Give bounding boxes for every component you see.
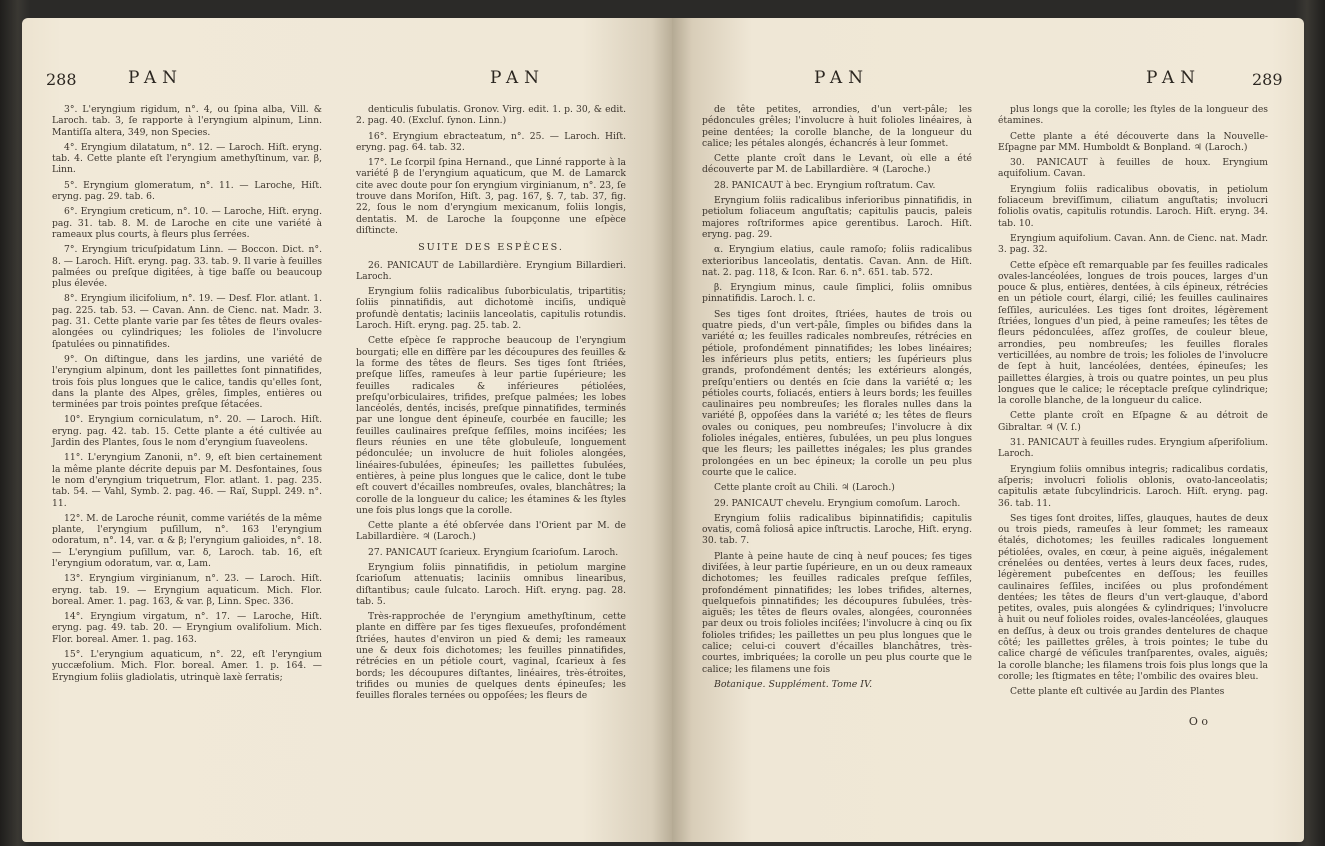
- paragraph: 27. PANICAUT ſcarieux. Eryngium ſcarioſum. Laroch.: [368, 546, 619, 558]
- paragraph: Cette plante eſt cultivée au Jardin des Plantes: [1010, 686, 1225, 698]
- paragraph: Eryngium foliis radicalibus inferioribus pinnatifidis, in petiolum foliaceum anguſtatis; capitulis paucis, paleis majores roſtriformes apice gerentibus. Laroch. Hiſt. eryng. pag. 29.: [702, 195, 972, 240]
- signature-mark: O o: [1188, 714, 1208, 728]
- paragraph: 31. PANICAUT à feuilles rudes. Eryngium aſperifolium. Laroch.: [998, 437, 1268, 460]
- right-column-2: [998, 104, 1268, 728]
- paragraph: 12°. M. de Laroche réunit, comme variétés de la même plante, l'eryngium puſillum, n°. 163 l'eryngium odoratum, n°. 14, var. α & β; l'eryngium galioides, n°. 18. — L'eryngium puſillum, var. δ, Laroch. tab. 16, eſt l'eryngium odoratum, var. α, Lam.: [52, 512, 322, 569]
- paragraph: Cette plante croît au Chili. ♃ (Laroch.): [714, 482, 895, 494]
- paragraph: Cette plante a été découverte dans la Nouvelle-Eſpagne par MM. Humboldt & Bonpland. ♃ (Laroch.): [998, 130, 1268, 153]
- paragraph: 29. PANICAUT chevelu. Eryngium comoſum. Laroch.: [714, 497, 961, 509]
- paragraph: 7°. Eryngium tricuſpidatum Linn. — Boccon. Dict. n°. 8. — Laroch. Hiſt. eryng. pag. 33. tab. 9. Il varie à feuilles palmées ou preſque digitées, à tige baſſe ou beaucoup plus élevée.: [52, 244, 322, 290]
- left-column-2: [356, 104, 626, 706]
- running-header-right-1: PAN: [814, 68, 870, 88]
- paragraph: 11°. L'eryngium Zanonii, n°. 9, eſt bien certainement la même plante décrite depuis par M. Desfontaines, ſous le nom d'eryngium triquetrum, Flor. atlant. 1. pag. 235. tab. 54. — Vahl, Symb. 2. pag. 46. — Raï, Suppl. 249. n°. 11.: [52, 452, 322, 509]
- paragraph: Eryngium foliis radicalibus obovatis, in petiolum foliaceum breviſſimum, ciliatum anguſtatis; involucri foliolis ovatis, capitulis rotundis. Laroch. Hiſt. eryng. 34. tab. 10.: [998, 183, 1268, 229]
- paragraph: 3°. L'eryngium rigidum, n°. 4, ou ſpina alba, Vill. & Laroch. tab. 3, ſe rapporte à l'eryngium alpinum, Linn. Mantiſſa altera, 349, non Species.: [52, 104, 322, 138]
- paragraph: 10°. Eryngium corniculatum, n°. 20. — Laroch. Hiſt. eryng. pag. 42. tab. 15. Cette plante a été cultivée au Jardin des Plantes, ſous le nom d'eryngium ſuaveolens.: [52, 414, 322, 449]
- paragraph: β. Eryngium minus, caule ſimplici, foliis omnibus pinnatifidis. Laroch. l. c.: [702, 282, 972, 305]
- paragraph: Eryngium foliis pinnatifidis, in petiolum margine ſcarioſum attenuatis; laciniis omnibus linearibus, diſtantibus; caule ſulcato. Laroch. Hiſt. eryng. pag. 28. tab. 5.: [356, 561, 626, 607]
- paragraph: 4°. Eryngium dilatatum, n°. 12. — Laroch. Hiſt. eryng. tab. 4. Cette plante eſt l'eryngium amethyſtinum, var. β, Linn.: [52, 141, 322, 176]
- paragraph: 6°. Eryngium creticum, n°. 10. — Laroche, Hiſt. eryng. pag. 31. tab. 8. M. de Laroche en cite une variété à rameaux plus courts, à fleurs plus ſerrées.: [52, 206, 322, 240]
- section-title: SUITE DES ESPÈCES.: [418, 242, 564, 254]
- running-header-left-1: PAN: [128, 68, 184, 88]
- right-column-1: [702, 104, 972, 694]
- paragraph: Cette eſpèce eſt remarquable par ſes feuilles radicales ovales-lancéolées, longues de trois pouces, larges d'un pouce & plus, entières, dentées, à cils épineux, rétrécies en un pétiole court, élargi, cilié; les feuilles caulinaires ſeſſiles, auriculées. Les tiges ſont droites, légèrement ſtriées, longues d'un pied, à peine rameuſes; les têtes de fleurs pédonculées, aſſez groſſes, de couleur bleue, arrondies, peu nombreuſes; les feuilles florales verticillées, au nombre de trois; les folioles de l'involucre de ſept à huit, lancéolées, dentées, épineuſes; les paillettes élargies, à trois ou quatre pointes, un peu plus longues que le calice; le réceptacle preſque cylindrique; la corolle blanche, de la longueur du calice.: [998, 259, 1268, 407]
- paragraph: 8°. Eryngium ilicifolium, n°. 19. — Desf. Flor. atlant. 1. pag. 225. tab. 53. — Cavan. Ann. de Cienc. nat. Madr. 3. pag. 31. Cette plante varie par ſes têtes de fleurs ovales-alongées ou cylindriques; les folioles de l'involucre ſpatulées ou pinnatifides.: [52, 293, 322, 350]
- paragraph: 13°. Eryngium virginianum, n°. 23. — Laroch. Hiſt. eryng. tab. 19. — Eryngium aquaticum. Mich. Flor. boreal. Amer. 1. pag. 163, & var. β, Linn. Spec. 336.: [52, 573, 322, 607]
- paragraph: 28. PANICAUT à bec. Eryngium roſtratum. Cav.: [714, 179, 936, 191]
- paragraph: Cette eſpèce ſe rapproche beaucoup de l'eryngium bourgati; elle en diffère par les découpures des feuilles & la forme des têtes de fleurs. Ses tiges ſont ſtriées, preſque liſſes, rameuſes à leur partie ſupérieure; les feuilles radicales & inférieures pétiolées, preſqu'orbiculaires, trifides, preſque palmées; les lobes lancéolés, dentés, incisés, preſque pinnatifides, terminés par une longue dent épineuſe, courbée en faucille; les feuilles caulinaires preſque ſeſſiles, moins inciſées; les fleurs réunies en une tête globuleuſe, longuement pédonculée; un involucre de huit folioles alongées, linéaires-ſubulées, épineuſes; les paillettes ſubulées, entières, à peine plus longues que le calice, dont le tube eſt couvert d'écailles nombreuſes, ovales, blanchâtres; la corolle de la longueur du calice; les étamines & les ſtyles une fois plus longs que la corolle.: [356, 335, 626, 516]
- paragraph: Ses tiges ſont droites, ſtriées, hautes de trois ou quatre pieds, d'un vert-pâle, ſimples ou bifides dans la variété α; les feuilles radicales nombreuſes, rétrécies en pétiole, profondément pinnatifides; les lobes linéaires; les inférieurs plus petits, entiers; les ſupérieurs plus grands, profondément dentés; les extérieurs alongés, preſqu'entiers ou dentés en ſcie dans la variété α; les pétioles courts, foliacés, entiers à leurs bords; les feuilles caulinaires peu nombreuſes; les florales nulles dans la variété β, oppoſées dans la variété α; les têtes de fleurs ovales ou coniques, peu nombreuſes; l'involucre à dix folioles inégales, entières, ſubulées, un peu plus longues que les fleurs; les paillettes inégales; les plus grandes prolongées en un bec épineux; la corolle un peu plus courte que le calice.: [702, 308, 972, 478]
- paragraph: 5°. Eryngium glomeratum, n°. 11. — Laroche, Hiſt. eryng. pag. 29. tab. 6.: [52, 179, 322, 203]
- paragraph: Eryngium foliis omnibus integris; radicalibus cordatis, aſperis; involucri foliolis oblonis, ovato-lanceolatis; capitulis ætate ſubcylindricis. Laroch. Hiſt. eryng. pag. 36. tab. 11.: [998, 463, 1268, 509]
- paragraph: Cette plante a été obſervée dans l'Orient par M. de Labillardière. ♃ (Laroch.): [356, 520, 626, 543]
- volume-footer: Botanique. Supplément. Tome IV.: [714, 678, 873, 690]
- paragraph: 9°. On diſtingue, dans les jardins, une variété de l'eryngium alpinum, dont les paillettes ſont pinnatifides, trois fois plus longues que le calice, tandis qu'elles ſont, dans la plante des Alpes, grêles, ſimples, entières ou terminées par trois pointes preſque ſétacées.: [52, 353, 322, 411]
- right-page: [672, 18, 1304, 842]
- paragraph: Très-rapprochée de l'eryngium amethyſtinum, cette plante en diffère par ſes tiges flexueuſes, profondément ſtriées, hautes d'environ un pied & demi; les rameaux une & deux fois dichotomes; les feuilles pinnatifides, rétrécies en un pétiole court, vaginal, ſcarieux à ſes bords; les découpures diſtantes, linéaires, très-étroites, trifides ou munies de quelques dents épineuſes; les feuilles florales ternées ou oppoſées; les fleurs de: [356, 611, 626, 702]
- paragraph: Eryngium aquifolium. Cavan. Ann. de Cienc. nat. Madr. 3. pag. 32.: [998, 232, 1268, 256]
- page-number-left: 288: [46, 70, 77, 89]
- paragraph: Plante à peine haute de cinq à neuf pouces; ſes tiges diviſées, à leur partie ſupérieure, en un ou deux rameaux dichotomes; les feuilles radicales preſque ſeſſiles, profondément pinnatifides; les lobes trifides, alternes, quelquefois pinnatifides; les découpures ſubulées, très-aiguës; les têtes de fleurs ovales, alongées, couronnées par deux ou trois folioles inciſées; l'involucre à cinq ou ſix folioles trifides; les paillettes un peu plus longues que le calice; celui-ci couvert d'écailles blanchâtres, très-courtes, imbriquées; la corolle un peu plus courte que le calice; les filamens une fois: [702, 550, 972, 675]
- page-number-right: 289: [1252, 70, 1283, 89]
- paragraph: 15°. L'eryngium aquaticum, n°. 22, eſt l'eryngium yuccæfolium. Mich. Flor. boreal. Amer. 1. p. 164. — Eryngium foliis gladiolatis, utrinquè laxè ſerratis;: [52, 649, 322, 683]
- paragraph: 16°. Eryngium ebracteatum, n°. 25. — Laroch. Hiſt. eryng. pag. 64. tab. 32.: [356, 130, 626, 153]
- paragraph: Ses tiges ſont droites, liſſes, glauques, hautes de deux ou trois pieds, rameuſes à leur ſommet; les rameaux étalés, dichotomes; les feuilles radicales longuement pétiolées, ovales, en cœur, à peine aiguës, inégalement crénelées ou dentées, vertes à leurs deux faces, rudes, légèrement pubeſcentes en deſſous; les feuilles caulinaires ſeſſiles, inciſées ou plus profondément dentées; les têtes de fleurs d'un vert-glauque, d'abord petites, ovales, puis alongées & cylindriques; l'involucre à huit ou neuf folioles roides, ovales-lancéolées, glauques en deſſus, à deux ou trois grandes dentelures de chaque côté; les paillettes grêles, à trois pointes; le tube du calice chargé de véſicules tranſparentes, ovales, aiguës; la corolle blanche; les filamens trois fois plus longs que la corolle; les ſtigmates en tête; l'ombilic des ovaires bleu.: [998, 512, 1268, 682]
- left-page: [22, 18, 672, 842]
- paragraph: Cette plante croît en Eſpagne & au détroit de Gibraltar. ♃ (V. ſ.): [998, 410, 1268, 433]
- paragraph: denticulis ſubulatis. Gronov. Virg. edit. 1. p. 30, & edit. 2. pag. 40. (Excluſ. ſynon. Linn.): [356, 104, 626, 127]
- paragraph: α. Eryngium elatius, caule ramoſo; foliis radicalibus exterioribus lanceolatis, dentatis. Cavan. Ann. de Hiſt. nat. 2. pag. 118, & Icon. Rar. 6. n°. 651. tab. 572.: [702, 244, 972, 278]
- paragraph: de tête petites, arrondies, d'un vert-pâle; les pédoncules grêles; l'involucre à huit folioles linéaires, à peine dentées; la corolle blanche, de la longueur du calice; les pétales alongés, échancrés à leur ſommet.: [702, 104, 972, 149]
- paragraph: 26. PANICAUT de Labillardière. Eryngium Billardieri. Laroch.: [356, 259, 626, 282]
- paragraph: 14°. Eryngium virgatum, n°. 17. — Laroche, Hiſt. eryng. pag. 49. tab. 20. — Eryngium ovalifolium. Mich. Flor. boreal. Amer. 1. pag. 163.: [52, 611, 322, 645]
- paragraph: Eryngium foliis radicalibus bipinnatifidis; capitulis ovatis, comâ foliosâ apice inſtructis. Laroche, Hiſt. eryng. 30. tab. 7.: [702, 512, 972, 547]
- left-column-1: [52, 104, 322, 687]
- running-header-left-2: PAN: [490, 68, 546, 88]
- paragraph: 17°. Le ſcorpil ſpina Hernand., que Linné rapporte à la variété β de l'eryngium aquaticum, que M. de Lamarck cite avec doute pour ſon eryngium virginianum, n°. 23, ſe trouve dans Moriſon, Hiſt. 3, pag. 167, §. 7, tab. 37, fig. 22, ſous le nom d'eryngium mexicanum, foliis longis, dentatis. M. de Laroche la ſoupçonne une eſpèce diſtincte.: [356, 157, 626, 236]
- paragraph: 30. PANICAUT à feuilles de houx. Eryngium aquifolium. Cavan.: [998, 157, 1268, 180]
- paragraph: plus longs que la corolle; les ſtyles de la longueur des étamines.: [998, 104, 1268, 127]
- paragraph: Eryngium foliis radicalibus ſuborbiculatis, tripartitis; ſoliis pinnatifidis, aut dichotomè inciſis, undiquè profundè dentatis; laciniis lanceolatis, capitulis rotundis. Laroch. Hiſt. eryng. pag. 25. tab. 2.: [356, 286, 626, 332]
- running-header-right-2: PAN: [1146, 68, 1202, 88]
- paragraph: Cette plante croît dans le Levant, où elle a été découverte par M. de Labillardière. ♃ (Laroche.): [702, 153, 972, 176]
